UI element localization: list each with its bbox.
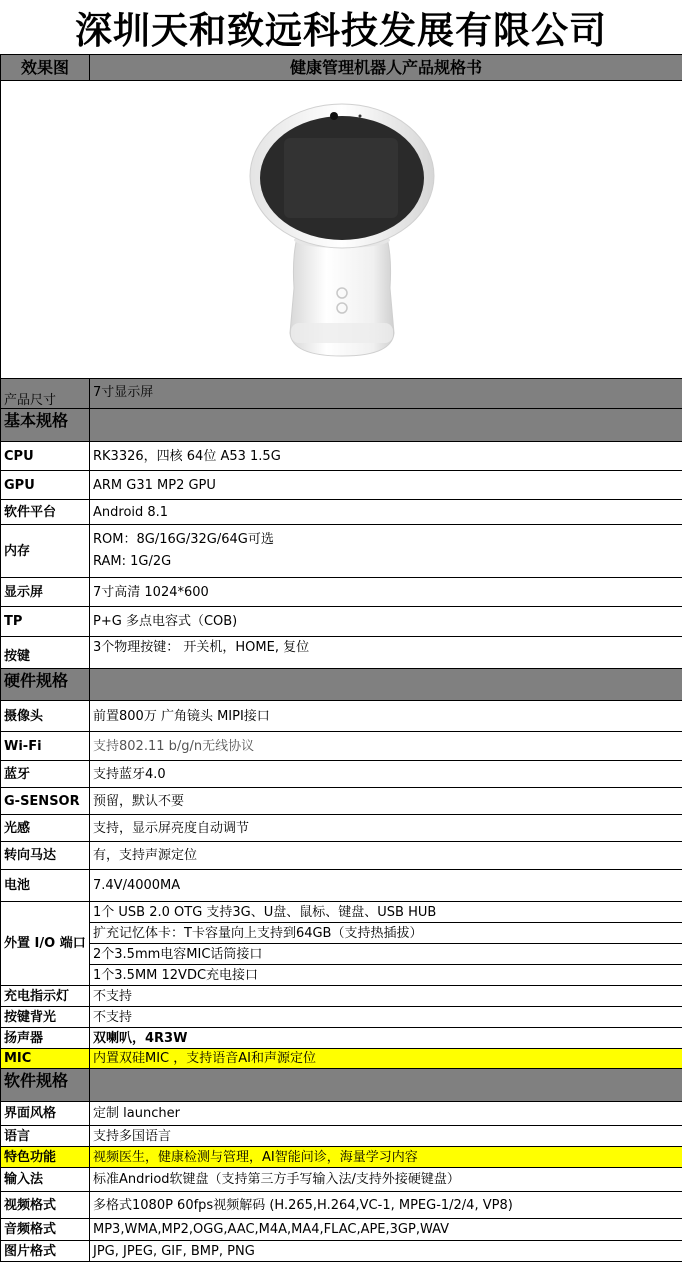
spec-value: 标准Andriod软键盘（支持第三方手写输入法/支持外接硬键盘） — [90, 1168, 682, 1192]
spec-key: CPU — [1, 442, 90, 471]
spec-value: RK3326，四核 64位 A53 1.5G — [90, 442, 682, 471]
spec-value: 双喇叭，4R3W — [90, 1028, 682, 1049]
spec-row-platform — [1, 500, 682, 525]
spec-row-camera — [1, 701, 682, 732]
spec-key: 界面风格 — [1, 1102, 90, 1126]
spec-row-motor — [1, 842, 682, 870]
spec-row-tp — [1, 607, 682, 637]
spec-key: 语言 — [1, 1126, 90, 1147]
spec-key: 外置 I/O 端口 — [1, 902, 90, 986]
section-basic-title: 基本规格 — [1, 409, 90, 442]
product-image-cell — [1, 81, 682, 379]
spec-key: 转向马达 — [1, 842, 90, 870]
spec-key: 图片格式 — [1, 1241, 90, 1262]
spec-value: 定制 launcher — [90, 1102, 682, 1126]
spec-row-gpu — [1, 471, 682, 500]
spec-value: 7.4V/4000MA — [90, 870, 682, 902]
product-size-label: 产品尺寸 — [1, 379, 90, 409]
spec-value: JPG, JPEG, GIF, BMP, PNG — [90, 1241, 682, 1262]
product-image-row — [1, 81, 682, 379]
spec-value: 预留，默认不要 — [90, 788, 682, 815]
spec-value: 7寸高清 1024*600 — [90, 578, 682, 607]
spec-value: 支持802.11 b/g/n无线协议 — [90, 732, 682, 761]
spec-value: 支持，显示屏亮度自动调节 — [90, 815, 682, 842]
memory-ram: RAM: 1G/2G — [93, 554, 172, 569]
spec-value: Android 8.1 — [90, 500, 682, 525]
spec-key: 显示屏 — [1, 578, 90, 607]
robot-image — [242, 98, 442, 368]
spec-value: 前置800万 广角镜头 MIPI接口 — [90, 701, 682, 732]
section-software — [1, 1069, 682, 1102]
io-item: 1个3.5MM 12VDC充电接口 — [93, 967, 259, 983]
company-title: 深圳天和致远科技发展有限公司 — [75, 8, 607, 52]
section-software-title: 软件规格 — [1, 1069, 90, 1102]
section-hardware — [1, 669, 682, 701]
section-basic — [1, 409, 682, 442]
spec-row-mic — [1, 1049, 682, 1069]
spec-key: GPU — [1, 471, 90, 500]
io-item: 扩充记忆体卡：T卡容量向上支持到64GB（支持热插拔） — [90, 923, 682, 944]
spec-key: 蓝牙 — [1, 761, 90, 788]
spec-row-language — [1, 1126, 682, 1147]
spec-row-io — [1, 902, 682, 986]
spec-key: 视频格式 — [1, 1192, 90, 1219]
spec-row-key-backlight — [1, 1007, 682, 1028]
spec-row-gsensor — [1, 788, 682, 815]
spec-table — [0, 54, 682, 1262]
spec-row-battery — [1, 870, 682, 902]
spec-row-display — [1, 578, 682, 607]
spec-key: Wi-Fi — [1, 732, 90, 761]
spec-row-charge-led — [1, 986, 682, 1007]
spec-row-memory — [1, 525, 682, 578]
spec-key: 输入法 — [1, 1168, 90, 1192]
spec-row-input-method — [1, 1168, 682, 1192]
spec-row-video-format — [1, 1192, 682, 1219]
spec-key: 摄像头 — [1, 701, 90, 732]
spec-key: 充电指示灯 — [1, 986, 90, 1007]
spec-value: 视频医生，健康检测与管理，AI智能问诊，海量学习内容 — [90, 1147, 682, 1168]
spec-value: 内置双硅MIC ，支持语音AI和声源定位 — [90, 1049, 682, 1069]
spec-key: 特色功能 — [1, 1147, 90, 1168]
spec-value: 不支持 — [90, 986, 682, 1007]
spec-row-light-sensor — [1, 815, 682, 842]
spec-row-image-format — [1, 1241, 682, 1262]
spec-value: MP3,WMA,MP2,OGG,AAC,M4A,MA4,FLAC,APE,3GP,WAV — [90, 1219, 682, 1241]
spec-key: 软件平台 — [1, 500, 90, 525]
spec-row-wifi — [1, 732, 682, 761]
io-list — [90, 902, 682, 986]
memory-rom: ROM：8G/16G/32G/64G可选 — [93, 532, 274, 547]
spec-row-features — [1, 1147, 682, 1168]
spec-value: 3个物理按键： 开关机，HOME, 复位 — [90, 637, 682, 669]
spec-key: MIC — [1, 1049, 90, 1069]
spec-row-audio-format — [1, 1219, 682, 1241]
product-size-row — [1, 379, 682, 409]
spec-key: 音频格式 — [1, 1219, 90, 1241]
spec-row-ui-style — [1, 1102, 682, 1126]
spec-value: 有，支持声源定位 — [90, 842, 682, 870]
io-item: 1个 USB 2.0 OTG 支持3G、U盘、鼠标、键盘、USB HUB — [90, 902, 682, 923]
header-spec-title: 健康管理机器人产品规格书 — [90, 55, 682, 81]
spec-key: 按键背光 — [1, 1007, 90, 1028]
spec-value: 多格式1080P 60fps视频解码 (H.265,H.264,VC-1, MPEG-1/2/4, VP8) — [90, 1192, 682, 1219]
spec-value: 支持多国语言 — [90, 1126, 682, 1147]
spec-key: 按键 — [1, 637, 90, 669]
spec-value: 支持蓝牙4.0 — [90, 761, 682, 788]
spec-value: P+G 多点电容式（COB) — [90, 607, 682, 637]
product-size-value: 7寸显示屏 — [90, 379, 682, 409]
header-effect: 效果图 — [1, 55, 90, 81]
spec-value — [90, 525, 682, 578]
spec-row-cpu — [1, 442, 682, 471]
spec-row-bluetooth — [1, 761, 682, 788]
spec-row-speaker — [1, 1028, 682, 1049]
spec-key: 光感 — [1, 815, 90, 842]
spec-key: 扬声器 — [1, 1028, 90, 1049]
spec-value: ARM G31 MP2 GPU — [90, 471, 682, 500]
header-row — [1, 55, 682, 81]
spec-row-keys — [1, 637, 682, 669]
io-item: 2个3.5mm电容MIC话筒接口 — [90, 944, 682, 965]
spec-value: 不支持 — [90, 1007, 682, 1028]
section-hardware-title: 硬件规格 — [1, 669, 90, 701]
spec-key: G-SENSOR — [1, 788, 90, 815]
spec-key: TP — [1, 607, 90, 637]
spec-key: 内存 — [1, 525, 90, 578]
spec-key: 电池 — [1, 870, 90, 902]
